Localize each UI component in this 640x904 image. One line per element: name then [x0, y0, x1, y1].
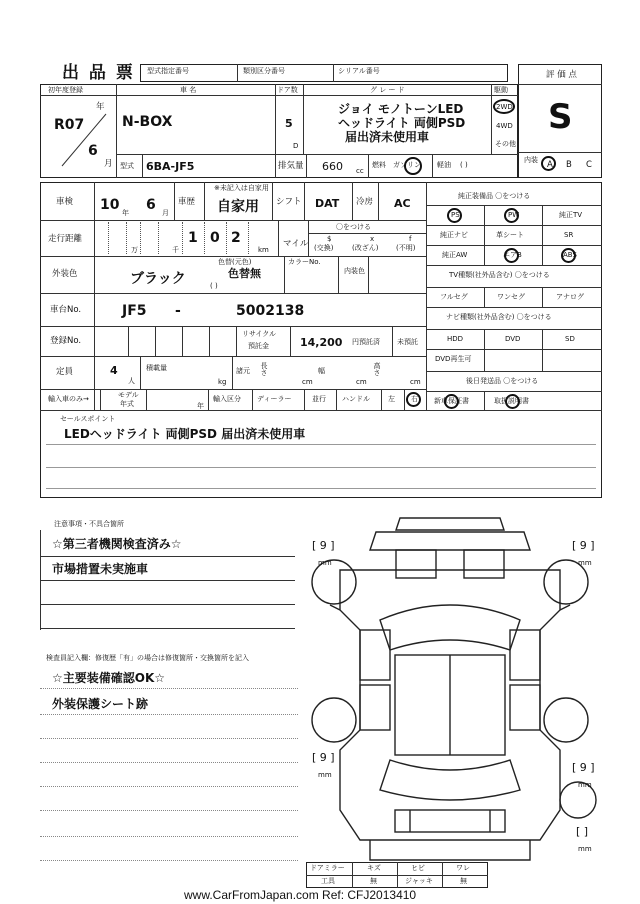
equip-abs-circle [561, 248, 576, 263]
doors-label: ドア数 [277, 86, 298, 94]
load-label: 積載量 [146, 364, 167, 372]
model-label: 型式 [120, 162, 134, 170]
recycle-unit: 円預託済 [352, 338, 380, 346]
mileage-digit-2: 0 [210, 230, 220, 246]
drive-other: その他 [495, 140, 516, 148]
color-value: ブラック [130, 271, 186, 287]
fuel-diesel: 軽油 [437, 161, 451, 169]
equip-airbag-circle [504, 248, 519, 263]
tread-fl: [ 9 ] [312, 539, 335, 552]
grade-line-1: ジョイ モノトーンLED [338, 102, 464, 116]
car-name-label: 車 名 [180, 86, 197, 94]
navi-title: ナビ種類(社外品含む) 〇をつける [446, 313, 552, 321]
later-title: 後日発送品 〇をつける [466, 377, 539, 385]
mileage-mile: マイル [283, 239, 309, 249]
interior-a: A [547, 160, 553, 170]
notes-line-4: 外装保護シート跡 [52, 697, 149, 711]
category-no-label: 類別区分番号 [243, 67, 285, 75]
header-id-row [140, 64, 508, 82]
legend-row-2: 無 [370, 877, 377, 885]
legend-header-4: ワレ [456, 864, 470, 872]
equip-airbag: エアB [503, 251, 522, 259]
shift-value: DAT [315, 197, 340, 210]
mileage-circle-note: 〇をつける [336, 223, 371, 231]
inspector-label: 検査員記入欄：修復歴「有」の場合は修復箇所・交換箇所を記入 [46, 654, 249, 662]
fuel-other: ( ) [460, 161, 468, 169]
chassis-dash: - [175, 303, 181, 319]
mileage-sen: 千 [172, 246, 179, 254]
mileage-opt2-mark: x [370, 235, 375, 243]
recycle-amount: 14,200 [300, 336, 343, 349]
date-slash [58, 110, 108, 170]
import-label: 輸入車のみ→ [48, 395, 89, 403]
history-note: ※未記入は自家用 [214, 184, 269, 192]
cc-unit: cc [356, 167, 364, 175]
dims-label: 諸元 [236, 367, 250, 375]
model-value: 6BA-JF5 [146, 160, 195, 173]
equip-navi: 純正ナビ [440, 231, 468, 239]
mileage-opt3-mark: f [409, 235, 412, 243]
navi-hdd: HDD [447, 335, 464, 343]
drive-2wd-circle [493, 99, 515, 114]
equip-pw: PW [508, 211, 520, 219]
equip-abs: ABS [563, 251, 577, 259]
legend-row-4: 無 [460, 877, 467, 885]
mileage-km: km [258, 246, 269, 254]
mileage-opt1-mark: $ [327, 235, 332, 243]
interior-label: 内装 [524, 156, 538, 164]
mileage-digit-3: 2 [231, 230, 241, 246]
registration-label: 登録No. [50, 336, 82, 346]
watermark: www.CarFromJapan.com Ref: CFJ2013410 [180, 888, 420, 902]
interior-a-circle [541, 156, 556, 171]
color-no-label: カラーNo. [288, 258, 321, 266]
grade-label: グ レ ー ド [370, 86, 405, 94]
year-unit: 年 [96, 102, 105, 112]
later-manual: 取扱説明書 [494, 397, 529, 405]
interior-color-label: 内装色 [344, 267, 365, 275]
tread-rr: [ 9 ] [572, 761, 595, 774]
interior-c: C [586, 160, 592, 170]
sales-point-label: セールスポイント [60, 415, 116, 423]
month-unit: 月 [104, 159, 113, 169]
tread-fl-unit: mm [318, 559, 332, 567]
mileage-label: 走行距離 [48, 234, 83, 244]
rating-label: 評 価 点 [546, 70, 577, 80]
fuel-label: 燃料 [372, 161, 386, 169]
equip-sr: SR [564, 231, 574, 239]
shaken-year: 10 [100, 197, 120, 213]
later-manual-circle [505, 394, 520, 409]
later-warranty: 新車保証書 [434, 397, 469, 405]
handle-right: 右 [411, 395, 418, 403]
history-label: 車歴 [178, 197, 196, 207]
repaint-label: 色替(元色) [218, 258, 252, 266]
mileage-man: 万 [131, 246, 138, 254]
tv-title: TV種類(社外品含む) 〇をつける [449, 271, 550, 279]
tread-rl: [ 9 ] [312, 751, 335, 764]
chassis-label: 車台No. [50, 305, 82, 315]
displacement-label: 排気量 [278, 161, 304, 171]
legend-row-1: 工具 [321, 877, 335, 885]
shaken-month-unit: 月 [162, 209, 169, 217]
navi-dvd: DVD [505, 335, 521, 343]
notes-line-3: ☆主要装備確認OK☆ [52, 671, 166, 685]
handle-left: 左 [388, 395, 395, 403]
import-dealer: ディーラー [257, 395, 292, 403]
rating-value: S [548, 97, 573, 137]
drive-2wd: 2WD [496, 103, 513, 111]
recycle-not: 未預託 [397, 338, 418, 346]
load-kg: kg [218, 378, 227, 386]
capacity-unit: 人 [128, 377, 135, 385]
tv-oneseg: ワンセグ [497, 293, 525, 301]
mileage-opt2: (改ざん) [352, 244, 379, 252]
doors-suffix: D [293, 142, 299, 150]
width-label: 幅 [318, 367, 325, 375]
repaint-paren: ( ) [210, 282, 218, 290]
navi-sd: SD [565, 335, 575, 343]
tv-analog: アナログ [556, 293, 584, 301]
model-year-unit: 年 [197, 402, 204, 410]
grade-line-3: 届出済未使用車 [345, 130, 430, 144]
sales-point-text: LEDヘッドライト 両側PSD 届出済未使用車 [64, 427, 306, 441]
serial-no-label: シリアル番号 [338, 67, 380, 75]
width-cm: cm [356, 378, 367, 386]
repaint-value: 色替無 [228, 267, 261, 280]
recycle-label-1: リサイクル [242, 330, 277, 338]
color-label: 外装色 [52, 269, 78, 279]
notes-line-2: 市場措置未実施車 [52, 562, 149, 576]
car-name: N-BOX [122, 114, 173, 130]
tread-rr-unit: mm [578, 781, 592, 789]
shaken-label: 車検 [56, 197, 74, 207]
notes-label: 注意事項・不具合箇所 [54, 520, 124, 528]
shaken-month: 6 [146, 197, 156, 213]
car-diagram [300, 510, 610, 880]
import-parallel: 並行 [312, 395, 326, 403]
length-cm: cm [302, 378, 313, 386]
displacement-value: 660 [322, 160, 343, 173]
model-year-label-2: 年式 [120, 400, 134, 408]
history-value: 自家用 [217, 199, 259, 215]
mileage-opt1: (交換) [314, 244, 334, 252]
equip-ps: PS [451, 211, 460, 219]
equip-tv: 純正TV [559, 211, 583, 219]
genuine-title: 純正装備品 〇をつける [458, 192, 531, 200]
chassis-number: 5002138 [236, 303, 305, 319]
legend-header-1: ドアミラー [310, 864, 345, 872]
equip-ps-circle [447, 208, 462, 223]
first-reg-month: 6 [88, 143, 98, 159]
legend-row-3: ジャッキ [405, 877, 433, 885]
equip-pw-circle [504, 208, 519, 223]
model-year-label-1: モデル [118, 391, 139, 399]
first-reg-label: 初年度登録 [48, 86, 83, 94]
fuel-gasoline: ガソリン [393, 161, 421, 169]
height-cm: cm [410, 378, 421, 386]
capacity-value: 4 [110, 364, 118, 377]
shaken-year-unit: 年 [122, 209, 129, 217]
fuel-gasoline-circle [404, 157, 422, 175]
ac-value: AC [394, 197, 411, 210]
capacity-label: 定員 [56, 367, 74, 377]
doors-value: 5 [285, 117, 293, 130]
height-label: 高さ [373, 362, 381, 376]
handle-right-circle [406, 392, 421, 407]
equip-aw: 純正AW [442, 251, 468, 259]
ac-label: 冷房 [356, 197, 374, 207]
interior-b: B [566, 160, 572, 170]
drive-label: 駆動 [494, 86, 508, 94]
chassis-prefix: JF5 [122, 303, 147, 319]
import-type-label: 輸入区分 [213, 395, 241, 403]
tread-spare: [ ] [576, 825, 589, 838]
legend-header-3: ヒビ [411, 864, 425, 872]
tread-fr: [ 9 ] [572, 539, 595, 552]
tread-rl-unit: mm [318, 771, 332, 779]
mileage-opt3: (不明) [396, 244, 416, 252]
tread-spare-unit: mm [578, 845, 592, 853]
later-warranty-circle [444, 394, 459, 409]
first-reg-era: R07 [54, 117, 85, 133]
mileage-digit-1: 1 [188, 230, 198, 246]
dvd-player: DVD再生可 [435, 355, 472, 363]
handle-label: ハンドル [342, 395, 370, 403]
form-title: 出 品 票 [62, 63, 135, 83]
drive-4wd: 4WD [496, 122, 513, 130]
grade-line-2: ヘッドライト 両側PSD [338, 116, 466, 130]
equip-leather: 革シート [496, 231, 524, 239]
length-label: 長さ [260, 362, 268, 376]
tv-fullseg: フルセグ [440, 293, 468, 301]
legend-header-2: キズ [367, 864, 381, 872]
tread-fr-unit: mm [578, 559, 592, 567]
notes-line-1: ☆第三者機関検査済み☆ [52, 537, 182, 551]
recycle-label-2: 預託金 [248, 342, 269, 350]
model-approval-label: 型式指定番号 [147, 67, 189, 75]
shift-label: シフト [276, 197, 302, 207]
